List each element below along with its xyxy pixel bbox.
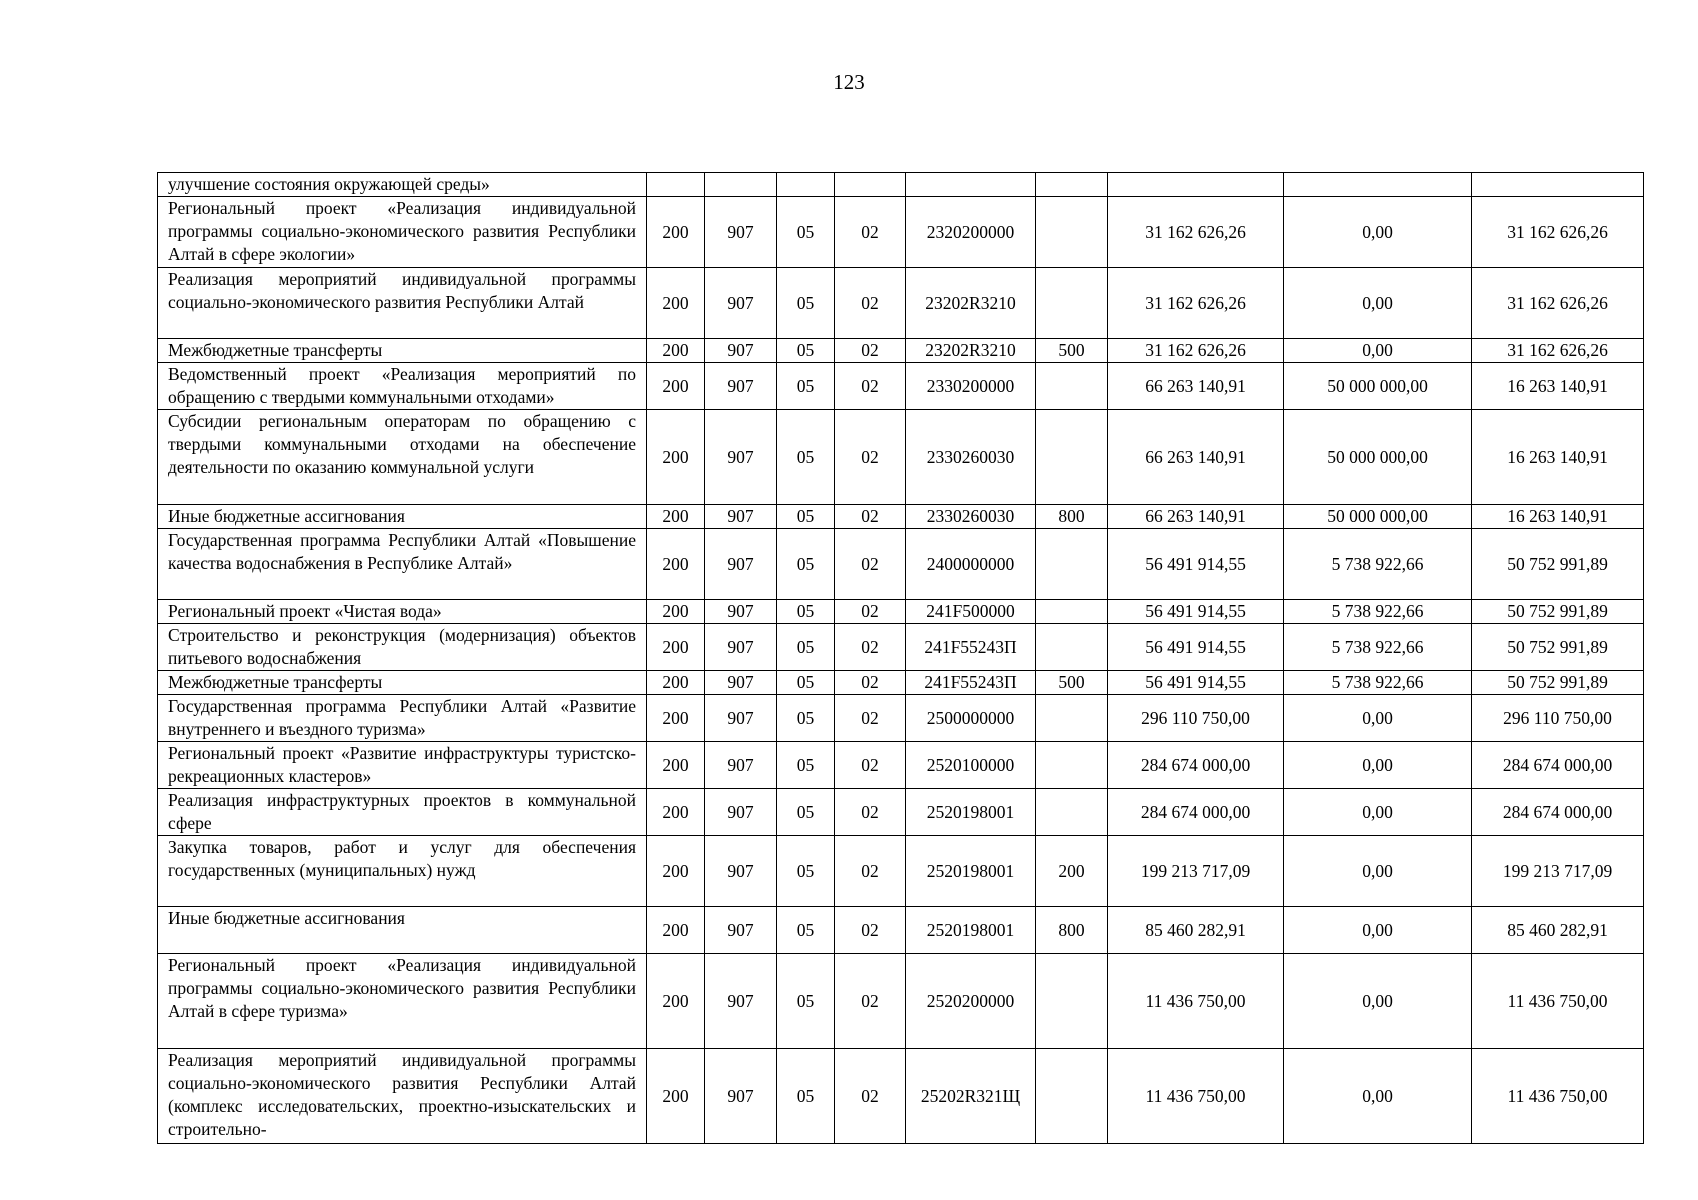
cell-c4: 02 xyxy=(835,1049,906,1144)
cell-c5: 2520198001 xyxy=(906,789,1036,836)
cell-c7: 296 110 750,00 xyxy=(1108,695,1284,742)
cell-c3: 05 xyxy=(777,363,835,410)
cell-c7: 31 162 626,26 xyxy=(1108,197,1284,268)
cell-c8: 0,00 xyxy=(1284,742,1472,789)
cell-c9 xyxy=(1472,173,1644,197)
cell-c2: 907 xyxy=(705,1049,777,1144)
cell-c7: 66 263 140,91 xyxy=(1108,410,1284,505)
cell-c5: 2330260030 xyxy=(906,410,1036,505)
cell-c9: 296 110 750,00 xyxy=(1472,695,1644,742)
cell-c9: 16 263 140,91 xyxy=(1472,363,1644,410)
cell-c1: 200 xyxy=(647,600,705,624)
cell-c6: 500 xyxy=(1036,339,1108,363)
cell-c2: 907 xyxy=(705,789,777,836)
cell-c1 xyxy=(647,173,705,197)
cell-c6 xyxy=(1036,173,1108,197)
cell-c8: 0,00 xyxy=(1284,1049,1472,1144)
cell-c4: 02 xyxy=(835,339,906,363)
table-row xyxy=(158,505,1644,529)
cell-c7: 85 460 282,91 xyxy=(1108,907,1284,954)
cell-c2: 907 xyxy=(705,954,777,1049)
cell-c9: 199 213 717,09 xyxy=(1472,836,1644,907)
cell-c8: 50 000 000,00 xyxy=(1284,410,1472,505)
cell-c2: 907 xyxy=(705,695,777,742)
cell-c9: 11 436 750,00 xyxy=(1472,954,1644,1049)
cell-c2: 907 xyxy=(705,836,777,907)
cell-c3: 05 xyxy=(777,671,835,695)
cell-c8: 0,00 xyxy=(1284,339,1472,363)
cell-c5: 2330200000 xyxy=(906,363,1036,410)
cell-c8 xyxy=(1284,173,1472,197)
row-name: Закупка товаров, работ и услуг для обеспечения государственных (муниципальных) нужд xyxy=(158,836,647,907)
cell-c3: 05 xyxy=(777,410,835,505)
cell-c2: 907 xyxy=(705,339,777,363)
cell-c6 xyxy=(1036,1049,1108,1144)
row-name: Региональный проект «Чистая вода» xyxy=(158,600,647,624)
table-row xyxy=(158,671,1644,695)
table-row xyxy=(158,600,1644,624)
cell-c3: 05 xyxy=(777,268,835,339)
cell-c9: 50 752 991,89 xyxy=(1472,529,1644,600)
row-name: Реализация инфраструктурных проектов в коммунальной сфере xyxy=(158,789,647,836)
row-name: Региональный проект «Реализация индивидуальной программы социально-экономического развития Республики Алтай в сфере экологии» xyxy=(158,197,647,268)
cell-c8: 0,00 xyxy=(1284,197,1472,268)
table-row xyxy=(158,742,1644,789)
cell-c1: 200 xyxy=(647,529,705,600)
row-name: Иные бюджетные ассигнования xyxy=(158,505,647,529)
cell-c3: 05 xyxy=(777,505,835,529)
row-name: Реализация мероприятий индивидуальной программы социально-экономического развития Республики Алтай (комплекс исследовательских, проектно-изыскательских и строительно- xyxy=(158,1049,647,1144)
row-name: Ведомственный проект «Реализация мероприятий по обращению с твердыми коммунальными отходами» xyxy=(158,363,647,410)
cell-c3: 05 xyxy=(777,600,835,624)
cell-c6 xyxy=(1036,410,1108,505)
cell-c7: 199 213 717,09 xyxy=(1108,836,1284,907)
cell-c4 xyxy=(835,173,906,197)
cell-c8: 0,00 xyxy=(1284,954,1472,1049)
cell-c4: 02 xyxy=(835,268,906,339)
cell-c2: 907 xyxy=(705,742,777,789)
cell-c1: 200 xyxy=(647,1049,705,1144)
row-name: Субсидии региональным операторам по обращению с твердыми коммунальными отходами на обеспечение деятельности по оказанию коммунальной услуги xyxy=(158,410,647,505)
cell-c9: 50 752 991,89 xyxy=(1472,624,1644,671)
cell-c9: 50 752 991,89 xyxy=(1472,600,1644,624)
cell-c3: 05 xyxy=(777,624,835,671)
cell-c9: 31 162 626,26 xyxy=(1472,197,1644,268)
cell-c1: 200 xyxy=(647,197,705,268)
cell-c8: 0,00 xyxy=(1284,268,1472,339)
cell-c3: 05 xyxy=(777,695,835,742)
cell-c2: 907 xyxy=(705,410,777,505)
cell-c4: 02 xyxy=(835,954,906,1049)
cell-c4: 02 xyxy=(835,695,906,742)
row-name: Реализация мероприятий индивидуальной программы социально-экономического развития Республики Алтай xyxy=(158,268,647,339)
cell-c8: 0,00 xyxy=(1284,789,1472,836)
cell-c4: 02 xyxy=(835,907,906,954)
cell-c8: 0,00 xyxy=(1284,907,1472,954)
table-row xyxy=(158,363,1644,410)
cell-c1: 200 xyxy=(647,339,705,363)
cell-c4: 02 xyxy=(835,363,906,410)
page-number: 123 xyxy=(833,70,865,94)
row-name: Строительство и реконструкция (модернизация) объектов питьевого водоснабжения xyxy=(158,624,647,671)
cell-c3 xyxy=(777,173,835,197)
cell-c7: 284 674 000,00 xyxy=(1108,742,1284,789)
cell-c9: 11 436 750,00 xyxy=(1472,1049,1644,1144)
cell-c2: 907 xyxy=(705,907,777,954)
cell-c9: 16 263 140,91 xyxy=(1472,410,1644,505)
cell-c4: 02 xyxy=(835,600,906,624)
cell-c9: 85 460 282,91 xyxy=(1472,907,1644,954)
cell-c1: 200 xyxy=(647,954,705,1049)
cell-c4: 02 xyxy=(835,624,906,671)
cell-c9: 284 674 000,00 xyxy=(1472,742,1644,789)
cell-c6 xyxy=(1036,197,1108,268)
cell-c1: 200 xyxy=(647,268,705,339)
cell-c5: 2400000000 xyxy=(906,529,1036,600)
cell-c3: 05 xyxy=(777,197,835,268)
cell-c3: 05 xyxy=(777,836,835,907)
cell-c3: 05 xyxy=(777,742,835,789)
cell-c5: 241F55243П xyxy=(906,671,1036,695)
cell-c6 xyxy=(1036,600,1108,624)
cell-c7: 66 263 140,91 xyxy=(1108,363,1284,410)
cell-c6: 200 xyxy=(1036,836,1108,907)
cell-c2: 907 xyxy=(705,600,777,624)
cell-c7 xyxy=(1108,173,1284,197)
row-name: Региональный проект «Реализация индивидуальной программы социально-экономического развития Республики Алтай в сфере туризма» xyxy=(158,954,647,1049)
cell-c7: 284 674 000,00 xyxy=(1108,789,1284,836)
cell-c6 xyxy=(1036,529,1108,600)
cell-c5: 2520200000 xyxy=(906,954,1036,1049)
cell-c5: 2520198001 xyxy=(906,907,1036,954)
cell-c4: 02 xyxy=(835,197,906,268)
cell-c8: 5 738 922,66 xyxy=(1284,671,1472,695)
cell-c3: 05 xyxy=(777,907,835,954)
cell-c3: 05 xyxy=(777,529,835,600)
cell-c1: 200 xyxy=(647,695,705,742)
table-row xyxy=(158,624,1644,671)
table-row xyxy=(158,268,1644,339)
cell-c4: 02 xyxy=(835,529,906,600)
cell-c6: 800 xyxy=(1036,505,1108,529)
table-row xyxy=(158,954,1644,1049)
cell-c8: 5 738 922,66 xyxy=(1284,529,1472,600)
cell-c4: 02 xyxy=(835,742,906,789)
cell-c2: 907 xyxy=(705,529,777,600)
cell-c9: 50 752 991,89 xyxy=(1472,671,1644,695)
cell-c1: 200 xyxy=(647,505,705,529)
cell-c7: 56 491 914,55 xyxy=(1108,671,1284,695)
cell-c2: 907 xyxy=(705,624,777,671)
cell-c4: 02 xyxy=(835,410,906,505)
cell-c6 xyxy=(1036,363,1108,410)
cell-c2 xyxy=(705,173,777,197)
table-row xyxy=(158,410,1644,505)
cell-c5: 2320200000 xyxy=(906,197,1036,268)
cell-c5: 25202R321Щ xyxy=(906,1049,1036,1144)
cell-c6 xyxy=(1036,742,1108,789)
cell-c3: 05 xyxy=(777,339,835,363)
row-name: Государственная программа Республики Алтай «Развитие внутреннего и въездного туризма» xyxy=(158,695,647,742)
table-row xyxy=(158,836,1644,907)
table-row xyxy=(158,789,1644,836)
table-row xyxy=(158,197,1644,268)
cell-c7: 56 491 914,55 xyxy=(1108,600,1284,624)
cell-c3: 05 xyxy=(777,954,835,1049)
cell-c4: 02 xyxy=(835,836,906,907)
cell-c2: 907 xyxy=(705,268,777,339)
cell-c2: 907 xyxy=(705,363,777,410)
cell-c9: 31 162 626,26 xyxy=(1472,268,1644,339)
table-row xyxy=(158,529,1644,600)
table-row xyxy=(158,1049,1644,1144)
cell-c7: 11 436 750,00 xyxy=(1108,1049,1284,1144)
cell-c9: 284 674 000,00 xyxy=(1472,789,1644,836)
cell-c4: 02 xyxy=(835,671,906,695)
budget-table-body xyxy=(158,173,1644,1144)
cell-c2: 907 xyxy=(705,505,777,529)
cell-c8: 0,00 xyxy=(1284,695,1472,742)
table-row xyxy=(158,695,1644,742)
cell-c7: 66 263 140,91 xyxy=(1108,505,1284,529)
cell-c4: 02 xyxy=(835,505,906,529)
cell-c5: 2330260030 xyxy=(906,505,1036,529)
cell-c1: 200 xyxy=(647,907,705,954)
cell-c7: 56 491 914,55 xyxy=(1108,529,1284,600)
cell-c8: 5 738 922,66 xyxy=(1284,600,1472,624)
table-row xyxy=(158,907,1644,954)
cell-c3: 05 xyxy=(777,1049,835,1144)
cell-c4: 02 xyxy=(835,789,906,836)
cell-c1: 200 xyxy=(647,742,705,789)
cell-c1: 200 xyxy=(647,671,705,695)
row-name: Государственная программа Республики Алтай «Повышение качества водоснабжения в Республике Алтай» xyxy=(158,529,647,600)
row-name: Межбюджетные трансферты xyxy=(158,671,647,695)
cell-c7: 56 491 914,55 xyxy=(1108,624,1284,671)
budget-table xyxy=(157,172,1644,1144)
cell-c7: 31 162 626,26 xyxy=(1108,339,1284,363)
cell-c1: 200 xyxy=(647,363,705,410)
cell-c5: 23202R3210 xyxy=(906,339,1036,363)
cell-c6: 500 xyxy=(1036,671,1108,695)
cell-c5: 241F55243П xyxy=(906,624,1036,671)
cell-c6 xyxy=(1036,789,1108,836)
row-name: Межбюджетные трансферты xyxy=(158,339,647,363)
cell-c5: 23202R3210 xyxy=(906,268,1036,339)
row-name: улучшение состояния окружающей среды» xyxy=(158,173,647,197)
cell-c6 xyxy=(1036,695,1108,742)
cell-c3: 05 xyxy=(777,789,835,836)
cell-c5: 241F500000 xyxy=(906,600,1036,624)
cell-c5: 2520198001 xyxy=(906,836,1036,907)
row-name: Региональный проект «Развитие инфраструктуры туристско-рекреационных кластеров» xyxy=(158,742,647,789)
cell-c6 xyxy=(1036,268,1108,339)
cell-c5 xyxy=(906,173,1036,197)
cell-c5: 2520100000 xyxy=(906,742,1036,789)
cell-c5: 2500000000 xyxy=(906,695,1036,742)
cell-c8: 50 000 000,00 xyxy=(1284,363,1472,410)
table-row xyxy=(158,173,1644,197)
cell-c6 xyxy=(1036,954,1108,1049)
cell-c1: 200 xyxy=(647,410,705,505)
cell-c2: 907 xyxy=(705,197,777,268)
cell-c7: 11 436 750,00 xyxy=(1108,954,1284,1049)
table-row xyxy=(158,339,1644,363)
cell-c8: 50 000 000,00 xyxy=(1284,505,1472,529)
cell-c6 xyxy=(1036,624,1108,671)
cell-c6: 800 xyxy=(1036,907,1108,954)
cell-c9: 31 162 626,26 xyxy=(1472,339,1644,363)
cell-c8: 0,00 xyxy=(1284,836,1472,907)
row-name: Иные бюджетные ассигнования xyxy=(158,907,647,954)
cell-c8: 5 738 922,66 xyxy=(1284,624,1472,671)
cell-c7: 31 162 626,26 xyxy=(1108,268,1284,339)
cell-c9: 16 263 140,91 xyxy=(1472,505,1644,529)
cell-c1: 200 xyxy=(647,789,705,836)
cell-c2: 907 xyxy=(705,671,777,695)
cell-c1: 200 xyxy=(647,624,705,671)
cell-c1: 200 xyxy=(647,836,705,907)
